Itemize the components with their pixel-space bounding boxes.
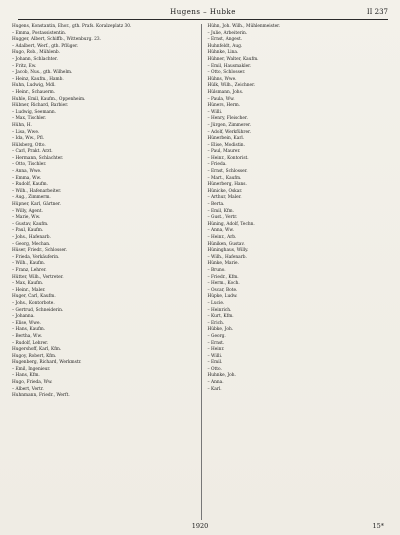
directory-entry: – Otto. <box>207 366 222 372</box>
directory-entry: Hüniken, Gustav. <box>207 241 245 247</box>
directory-entry: Hünicke, Oskar. <box>207 188 243 194</box>
directory-entry: Hüpner, Karl, Gärtner. <box>12 202 61 208</box>
directory-entry: Hünerbein, Karl. <box>207 136 245 142</box>
directory-entry: – Emil. <box>207 360 223 366</box>
left-column <box>12 24 202 520</box>
directory-entry: – Heinrich. <box>207 307 232 313</box>
directory-entry: – Berta. <box>207 202 225 208</box>
directory-entry: – Emil, Hausmakler. <box>207 63 252 69</box>
directory-entry: Hülsberg, Otto. <box>12 142 46 148</box>
directory-entry: – Hans, Kfm. <box>12 373 40 379</box>
directory-entry: Hülk, Wilh., Zeichner. <box>207 83 256 89</box>
left-entry-list <box>12 24 197 399</box>
directory-entry: – Emma, Ww. <box>12 175 42 181</box>
directory-entry: – Marie, Ww. <box>12 215 41 221</box>
footer-mark: 15* <box>372 522 384 530</box>
directory-entry: Hugens, Konstantin, Ehor., gth. Prafs. Koralzeplatz 30. <box>12 24 132 29</box>
directory-entry: – Paula, Ww. <box>207 96 235 102</box>
directory-entry: – Georg, Mechan. <box>12 241 51 247</box>
directory-entry: Hünke, Marie. <box>207 261 239 267</box>
directory-entry: – Carl, Prakt. Arzt. <box>12 149 53 155</box>
directory-entry: – Ernst, Schlosser. <box>207 169 248 175</box>
directory-entry: – Rudolf, Kaufm. <box>12 182 48 188</box>
directory-entry: Hüpke, Ludw. <box>207 294 238 300</box>
directory-entry: – Hermann, Schlachter. <box>12 155 64 161</box>
directory-entry: – Paul, Maurer. <box>207 149 241 155</box>
directory-entry: – Fritz, Ew. <box>12 63 37 69</box>
directory-entry: – Lisa, Wwe. <box>12 129 40 135</box>
directory-entry: Hugenberg, Richard, Werkmstr. <box>12 360 82 366</box>
directory-entry: Hühner, Walter, Kaufm. <box>207 56 259 62</box>
directory-entry: – Karl. <box>207 386 222 392</box>
directory-entry: – Otto, Schlosser. <box>207 70 246 76</box>
directory-entry: – Wilh., Kaufm. <box>12 261 46 267</box>
directory-entry: – Heinr. <box>207 347 225 353</box>
directory-entry: Hühn, H. <box>12 122 32 128</box>
header-rule <box>18 19 388 20</box>
entry-columns <box>12 24 392 520</box>
directory-entry: – Lucie. <box>207 300 225 306</box>
directory-entry: – Willi. <box>207 109 223 115</box>
directory-entry: – Erich. <box>207 320 225 326</box>
directory-entry: – Gustav, Kaufm. <box>12 221 49 227</box>
directory-entry: Hugo, Frieda, Ww. <box>12 380 53 386</box>
directory-entry: – Heinr., Maler. <box>12 287 46 293</box>
directory-entry: – Heinr., Arb. <box>207 235 237 240</box>
directory-entry: Hüninghaus, Willy. <box>207 248 249 254</box>
directory-entry: – Elise, Modistin. <box>207 142 245 148</box>
directory-entry: Hülsmann, Johs. <box>207 89 244 95</box>
directory-entry: Huhnfeldt, Aug. <box>207 43 243 49</box>
directory-entry: – Adolf, Werkführer. <box>207 129 251 135</box>
directory-entry: Hünerberg, Hans. <box>207 182 247 188</box>
directory-entry: Hühnke, Lina. <box>207 50 239 56</box>
directory-entry: Huger, Carl, Kaufm. <box>12 294 56 300</box>
directory-entry: – Ernst. <box>207 340 225 346</box>
directory-entry: – Kurt, Kfm. <box>207 314 234 320</box>
directory-entry: – Paul, Kaufm. <box>12 228 44 234</box>
directory-entry: – Heinr., Kontorist. <box>207 155 249 161</box>
directory-entry: – Max, Kaufm. <box>12 281 44 287</box>
directory-entry: Hüser, Friedr., Schlosser. <box>12 248 67 254</box>
directory-entry: – Elise, Wwe. <box>12 320 41 326</box>
directory-entry: – Ida, Ww., Pfl. <box>12 136 45 142</box>
directory-entry: Huhn, Ludwig, Mdl. <box>12 83 56 89</box>
directory-entry: – Arthur, Maler. <box>207 195 242 201</box>
directory-entry: – Rudolf, Lehrer. <box>12 340 49 346</box>
page-footer <box>0 521 400 531</box>
directory-entry: – Oscar, Bote. <box>207 287 238 293</box>
directory-entry: – Max, Tischler. <box>12 116 47 122</box>
directory-entry: – Henry, Fleischer. <box>207 116 248 122</box>
directory-entry: – Jacob, Nus., gth. Wilhelm. <box>12 70 73 76</box>
directory-entry: Huhnke, Joh. <box>207 373 236 379</box>
directory-entry: – Bertha, Ww. <box>12 333 43 339</box>
directory-entry: – Friedr., Kfm. <box>207 274 239 280</box>
directory-entry: Hüning, Adolf, Techn. <box>207 221 255 227</box>
directory-entry: Hühns, Wwe. <box>207 76 237 82</box>
directory-entry: Hütter, Wilh., Vertreter. <box>12 274 64 280</box>
directory-entry: – Albert, Vertr. <box>12 386 44 392</box>
directory-entry: – Ludwig, Seemann. <box>12 109 56 115</box>
directory-entry: – Willi. <box>207 353 223 359</box>
running-title: Hugens – Hubke <box>170 8 236 16</box>
directory-entry: – Anna. <box>207 380 224 386</box>
directory-entry: – Wilh., Hafenarb. <box>207 254 247 260</box>
directory-entry: Hüners, Herm. <box>207 103 241 109</box>
directory-entry: Hugo, Rob., Mühlenb. <box>12 50 60 56</box>
directory-entry: – Georg. <box>207 333 226 339</box>
directory-entry: – Gust., Vertr. <box>207 215 238 221</box>
directory-entry: – Adalbert, Werf., gth. Pflüger. <box>12 43 79 49</box>
directory-entry: – Mart., Kaufm. <box>207 175 242 181</box>
directory-entry: – Frieda. <box>207 162 227 168</box>
directory-entry: – Emma, Postassistentin. <box>12 30 67 36</box>
directory-entry: – Johann, Schlachter. <box>12 56 58 62</box>
directory-entry: – Ernst, Angest. <box>207 37 243 43</box>
directory-entry: – Heinz, Kaufm., Hamb. <box>12 76 64 82</box>
directory-entry: – Wilh., Hafenarbeiter. <box>12 188 62 194</box>
directory-entry: – Johanna. <box>12 314 35 320</box>
directory-entry: – Otto, Tischler. <box>12 162 47 168</box>
page-number: II 237 <box>366 8 388 16</box>
directory-entry: – Bruno. <box>207 267 226 273</box>
directory-entry: – Julie, Arbeiterin. <box>207 30 248 36</box>
directory-entry: – Heinr., Schauerm. <box>12 89 56 95</box>
directory-entry: Hugershoff, Karl, Kfm. <box>12 347 62 353</box>
directory-entry: – Willy, Agent. <box>12 208 43 214</box>
right-column <box>208 24 393 520</box>
directory-entry: – Anna, Ww. <box>207 228 234 234</box>
directory-entry: Huhnmann, Friedr., Werft. <box>12 393 70 399</box>
directory-entry: – Anna, Wwe. <box>12 169 42 175</box>
footer-year: 1920 <box>191 522 209 530</box>
directory-entry: – Johs., Kontorbote. <box>12 300 55 306</box>
directory-entry: – Gertrud, Schneiderin. <box>12 307 64 313</box>
directory-entry: Hübner, Richard, Barbier. <box>12 103 69 109</box>
directory-entry: – Emil, Ingenieur. <box>12 366 51 372</box>
directory-entry: – Frieda, Verkäuferin. <box>12 254 60 260</box>
page-header <box>18 6 388 18</box>
directory-entry: – Hans, Kaufm. <box>12 327 46 333</box>
directory-entry: – Jürgen, Zimmerer. <box>207 122 251 128</box>
directory-entry: – Emil, Kfm. <box>207 208 234 214</box>
directory-entry: – Aug., Zimmerm. <box>12 195 51 201</box>
directory-entry: Hühn, Joh. Wilh., Mühlenmeister. <box>207 24 281 29</box>
directory-entry: – Franz, Lehrer. <box>12 267 47 273</box>
directory-entry: – Herm., Koch. <box>207 281 240 287</box>
directory-entry: Hugoy, Robert, Kfm. <box>12 353 57 359</box>
directory-entry: Hübke, Joh. <box>207 327 234 333</box>
directory-entry: Huhle, Emil, Kaufm., Oppenheim. <box>12 96 86 102</box>
directory-entry: Hugger, Albert, Schiffb., Wittenburg. 23. <box>12 37 101 43</box>
directory-entry: – Johs., Hafenarb. <box>12 235 51 240</box>
right-entry-list <box>208 24 393 392</box>
